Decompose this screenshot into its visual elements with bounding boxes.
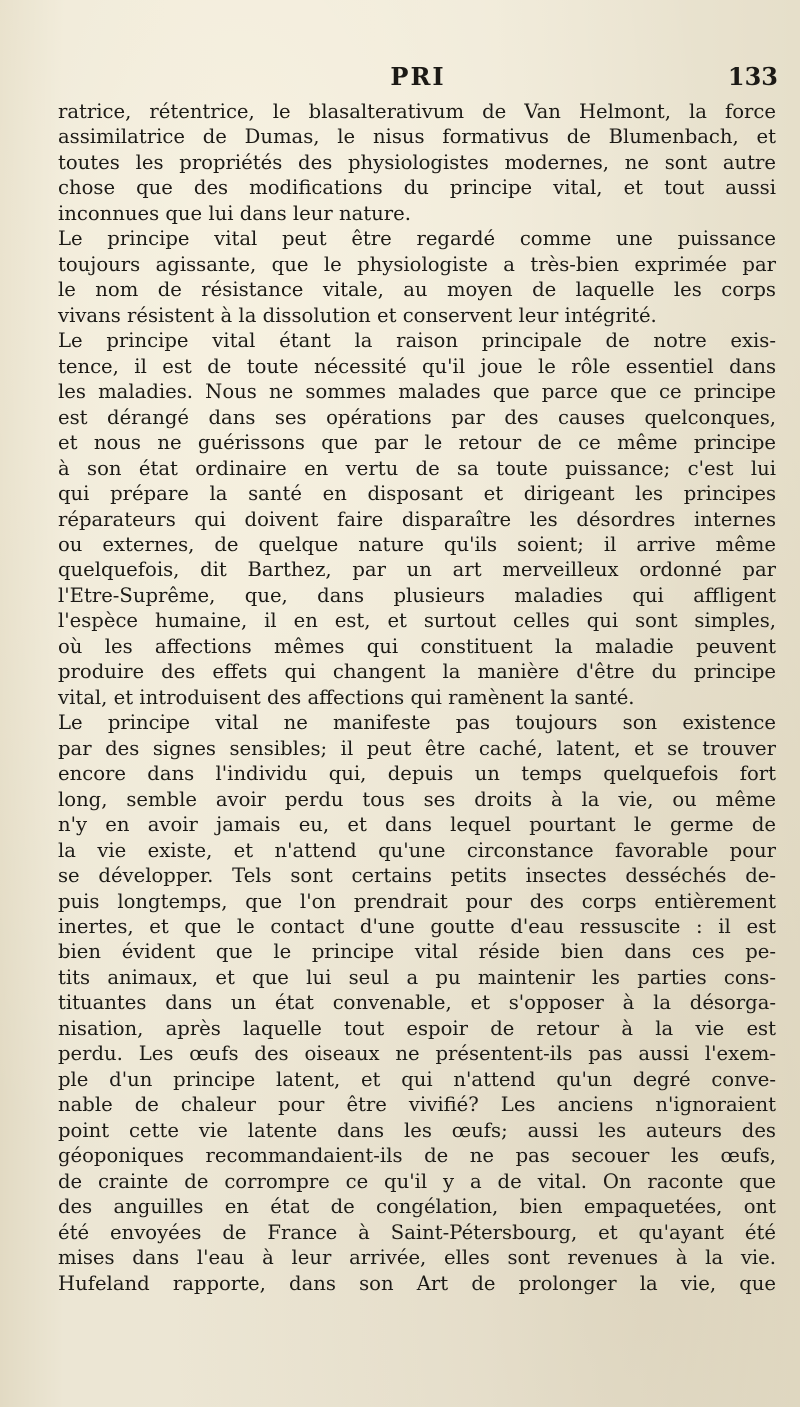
text-line: Le principe vital étant la raison principale de notre exis-	[58, 329, 776, 353]
text-line: vital, et introduisent des affections qui ramènent la santé.	[58, 685, 635, 709]
text-line: Le principe vital peut être regardé comme une puissance	[58, 227, 776, 251]
text-line: de crainte de corrompre ce qu'il y a de vital. On raconte que	[58, 1169, 776, 1193]
text-line: des anguilles en état de congélation, bien empaquetées, ont	[58, 1195, 776, 1219]
text-line: et nous ne guérissons que par le retour de ce même principe	[58, 431, 776, 455]
text-line: ou externes, de quelque nature qu'ils soient; il arrive même	[58, 532, 776, 556]
text-line: produire des effets qui changent la manière d'être du principe	[58, 660, 776, 684]
text-line: ratrice, rétentrice, le blasalterativum de Van Helmont, la force	[58, 100, 776, 123]
text-line: par des signes sensibles; il peut être caché, latent, et se trouver	[58, 736, 776, 760]
text-line: nable de chaleur pour être vivifié? Les anciens n'ignoraient	[58, 1093, 776, 1117]
text-line: nisation, après laquelle tout espoir de retour à la vie est	[58, 1016, 776, 1040]
text-line: toujours agissante, que le physiologiste a très-bien exprimée par	[58, 252, 776, 276]
text-line: le nom de résistance vitale, au moyen de laquelle les corps	[58, 278, 776, 302]
text-line: l'Etre-Suprême, que, dans plusieurs maladies qui affligent	[58, 583, 776, 607]
text-line: se développer. Tels sont certains petits insectes desséchés de-	[58, 864, 776, 888]
text-line: encore dans l'individu qui, depuis un temps quelquefois fort	[58, 762, 776, 786]
text-line: long, semble avoir perdu tous ses droits à la vie, ou même	[58, 787, 776, 811]
text-line: où les affections mêmes qui constituent la maladie peuvent	[58, 634, 776, 658]
text-line: ple d'un principe latent, et qui n'attend qu'un degré conve-	[58, 1067, 776, 1091]
text-line: inconnues que lui dans leur nature.	[58, 201, 411, 225]
text-line: chose que des modifications du principe vital, et tout aussi	[58, 176, 776, 200]
text-line: quelquefois, dit Barthez, par un art merveilleux ordonné par	[58, 558, 776, 582]
text-line: tituantes dans un état convenable, et s'opposer à la désorga-	[58, 991, 776, 1015]
text-line: n'y en avoir jamais eu, et dans lequel pourtant le germe de	[58, 813, 776, 837]
text-line: mises dans l'eau à leur arrivée, elles sont revenues à la vie.	[58, 1246, 776, 1270]
text-line: géoponiques recommandaient-ils de ne pas secouer les œufs,	[58, 1144, 776, 1168]
text-line: tits animaux, et que lui seul a pu maintenir les parties cons-	[58, 965, 776, 989]
text-line: toutes les propriétés des physiologistes modernes, ne sont autre	[58, 150, 776, 174]
text-line: réparateurs qui doivent faire disparaître les désordres internes	[58, 507, 776, 531]
text-line: la vie existe, et n'attend qu'une circonstance favorable pour	[58, 838, 776, 862]
text-line: les maladies. Nous ne sommes malades que parce que ce principe	[58, 380, 776, 404]
text-line: tence, il est de toute nécessité qu'il joue le rôle essentiel dans	[58, 354, 776, 378]
text-line: bien évident que le principe vital réside bien dans ces pe-	[58, 940, 776, 964]
text-line: perdu. Les œufs des oiseaux ne présentent-ils pas aussi l'exem-	[58, 1042, 776, 1066]
text-line: est dérangé dans ses opérations par des causes quelconques,	[58, 405, 776, 429]
text-line: assimilatrice de Dumas, le nisus formativus de Blumenbach, et	[58, 125, 776, 149]
text-line: Hufeland rapporte, dans son Art de prolonger la vie, que	[58, 1271, 776, 1295]
text-line: qui prépare la santé en disposant et dirigeant les principes	[58, 482, 776, 506]
page-header	[58, 62, 778, 98]
text-line: point cette vie latente dans les œufs; aussi les auteurs des	[58, 1118, 776, 1142]
text-line: inertes, et que le contact d'une goutte d'eau ressuscite : il est	[58, 915, 776, 938]
running-head: PRI	[390, 62, 446, 91]
text-line: à son état ordinaire en vertu de sa toute puissance; c'est lui	[58, 456, 776, 480]
text-line: l'espèce humaine, il en est, et surtout celles qui sont simples,	[58, 609, 776, 633]
text-line: vivans résistent à la dissolution et conservent leur intégrité.	[58, 303, 657, 327]
page-number: 133	[727, 62, 778, 91]
text-line: puis longtemps, que l'on prendrait pour des corps entièrement	[58, 889, 776, 913]
body-text	[58, 99, 776, 1296]
text-line: été envoyées de France à Saint-Pétersbourg, et qu'ayant été	[58, 1220, 776, 1244]
text-line: Le principe vital ne manifeste pas toujours son existence	[58, 711, 776, 735]
